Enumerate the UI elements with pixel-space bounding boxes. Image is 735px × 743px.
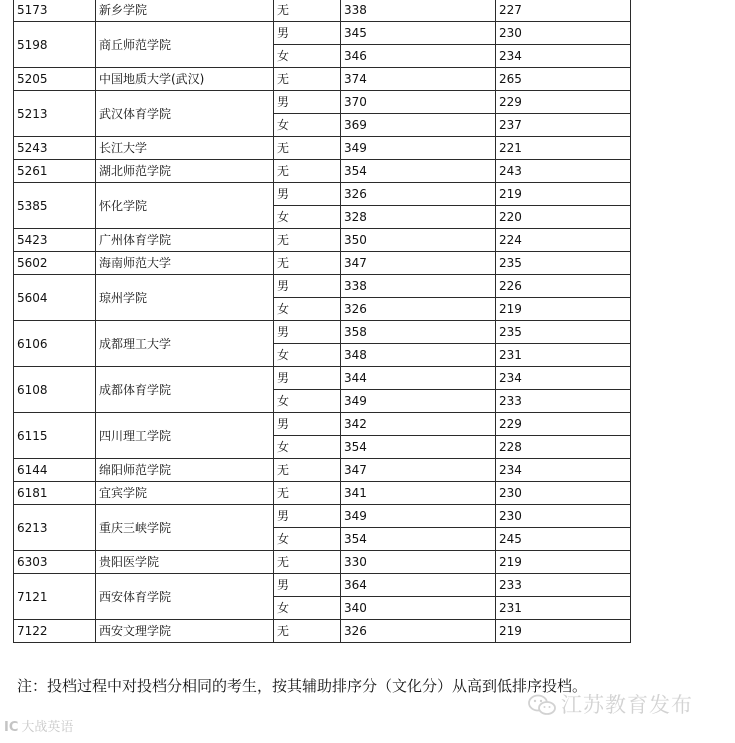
filing-score-cell: 330 — [341, 551, 496, 574]
gender-cell: 女 — [274, 298, 341, 321]
auxiliary-score-cell: 224 — [496, 229, 631, 252]
auxiliary-score-cell: 234 — [496, 459, 631, 482]
filing-score-cell: 364 — [341, 574, 496, 597]
auxiliary-score-cell: 235 — [496, 252, 631, 275]
filing-score-cell: 349 — [341, 137, 496, 160]
auxiliary-score-cell: 219 — [496, 620, 631, 643]
table-row — [14, 68, 631, 91]
school-code-cell: 5243 — [14, 137, 96, 160]
gender-cell: 女 — [274, 390, 341, 413]
gender-cell: 男 — [274, 321, 341, 344]
auxiliary-score-cell: 220 — [496, 206, 631, 229]
gender-cell: 女 — [274, 528, 341, 551]
school-code-cell: 6181 — [14, 482, 96, 505]
school-name-cell: 四川理工学院 — [96, 413, 274, 459]
auxiliary-score-cell: 219 — [496, 183, 631, 206]
table-row — [14, 275, 631, 298]
table-row — [14, 574, 631, 597]
gender-cell: 无 — [274, 459, 341, 482]
school-name-cell: 武汉体育学院 — [96, 91, 274, 137]
gender-cell: 无 — [274, 137, 341, 160]
table-row — [14, 505, 631, 528]
school-name-cell: 西安文理学院 — [96, 620, 274, 643]
auxiliary-score-cell: 245 — [496, 528, 631, 551]
school-name-cell: 长江大学 — [96, 137, 274, 160]
school-name-cell: 重庆三峡学院 — [96, 505, 274, 551]
gender-cell: 女 — [274, 344, 341, 367]
gender-cell: 女 — [274, 45, 341, 68]
school-code-cell: 6115 — [14, 413, 96, 459]
filing-score-cell: 347 — [341, 459, 496, 482]
auxiliary-score-cell: 226 — [496, 275, 631, 298]
gender-cell: 无 — [274, 620, 341, 643]
auxiliary-score-cell: 227 — [496, 0, 631, 22]
gender-cell: 无 — [274, 68, 341, 91]
filing-score-cell: 340 — [341, 597, 496, 620]
school-code-cell: 5385 — [14, 183, 96, 229]
gender-cell: 无 — [274, 482, 341, 505]
school-name-cell: 绵阳师范学院 — [96, 459, 274, 482]
school-code-cell: 5423 — [14, 229, 96, 252]
table-row — [14, 620, 631, 643]
gender-cell: 女 — [274, 114, 341, 137]
table-row — [14, 0, 631, 22]
wechat-icon — [527, 694, 557, 716]
gender-cell: 男 — [274, 22, 341, 45]
table-row — [14, 91, 631, 114]
watermark-left-text: 大战英语 — [21, 720, 74, 735]
filing-score-cell: 349 — [341, 390, 496, 413]
school-name-cell: 琼州学院 — [96, 275, 274, 321]
gender-cell: 女 — [274, 206, 341, 229]
auxiliary-score-cell: 233 — [496, 390, 631, 413]
gender-cell: 男 — [274, 574, 341, 597]
score-table-body — [14, 0, 631, 643]
school-name-cell: 海南师范大学 — [96, 252, 274, 275]
auxiliary-score-cell: 221 — [496, 137, 631, 160]
table-row — [14, 183, 631, 206]
filing-score-cell: 369 — [341, 114, 496, 137]
filing-score-cell: 347 — [341, 252, 496, 275]
auxiliary-score-cell: 237 — [496, 114, 631, 137]
school-name-cell: 中国地质大学(武汉) — [96, 68, 274, 91]
filing-score-cell: 338 — [341, 0, 496, 22]
school-name-cell: 成都理工大学 — [96, 321, 274, 367]
auxiliary-score-cell: 243 — [496, 160, 631, 183]
filing-score-cell: 345 — [341, 22, 496, 45]
table-row — [14, 551, 631, 574]
gender-cell: 无 — [274, 160, 341, 183]
table-row — [14, 321, 631, 344]
auxiliary-score-cell: 230 — [496, 505, 631, 528]
gender-cell: 无 — [274, 252, 341, 275]
school-code-cell: 6303 — [14, 551, 96, 574]
filing-score-cell: 326 — [341, 620, 496, 643]
filing-score-cell: 348 — [341, 344, 496, 367]
school-code-cell: 6108 — [14, 367, 96, 413]
filing-score-cell: 326 — [341, 183, 496, 206]
school-code-cell: 6106 — [14, 321, 96, 367]
school-name-cell: 广州体育学院 — [96, 229, 274, 252]
auxiliary-score-cell: 231 — [496, 597, 631, 620]
school-code-cell: 6213 — [14, 505, 96, 551]
gender-cell: 无 — [274, 0, 341, 22]
table-row — [14, 22, 631, 45]
auxiliary-score-cell: 229 — [496, 413, 631, 436]
table-row — [14, 459, 631, 482]
auxiliary-score-cell: 230 — [496, 482, 631, 505]
school-code-cell: 5205 — [14, 68, 96, 91]
table-row — [14, 482, 631, 505]
filing-score-cell: 349 — [341, 505, 496, 528]
filing-score-cell: 346 — [341, 45, 496, 68]
school-code-cell: 5604 — [14, 275, 96, 321]
school-code-cell: 5602 — [14, 252, 96, 275]
gender-cell: 男 — [274, 183, 341, 206]
watermark-logo-icon: IC — [4, 720, 19, 735]
filing-score-cell: 342 — [341, 413, 496, 436]
school-name-cell: 怀化学院 — [96, 183, 274, 229]
school-code-cell: 5173 — [14, 0, 96, 22]
auxiliary-score-cell: 265 — [496, 68, 631, 91]
admission-score-table — [13, 0, 631, 643]
table-row — [14, 367, 631, 390]
auxiliary-score-cell: 231 — [496, 344, 631, 367]
watermark-left — [4, 719, 73, 737]
school-name-cell: 商丘师范学院 — [96, 22, 274, 68]
filing-score-cell: 350 — [341, 229, 496, 252]
gender-cell: 男 — [274, 505, 341, 528]
filing-score-cell: 338 — [341, 275, 496, 298]
school-name-cell: 成都体育学院 — [96, 367, 274, 413]
gender-cell: 女 — [274, 436, 341, 459]
auxiliary-score-cell: 219 — [496, 551, 631, 574]
gender-cell: 女 — [274, 597, 341, 620]
school-code-cell: 6144 — [14, 459, 96, 482]
gender-cell: 男 — [274, 275, 341, 298]
auxiliary-score-cell: 234 — [496, 45, 631, 68]
filing-score-cell: 341 — [341, 482, 496, 505]
auxiliary-score-cell: 229 — [496, 91, 631, 114]
school-code-cell: 5213 — [14, 91, 96, 137]
school-name-cell: 西安体育学院 — [96, 574, 274, 620]
filing-score-cell: 370 — [341, 91, 496, 114]
gender-cell: 男 — [274, 413, 341, 436]
filing-score-cell: 358 — [341, 321, 496, 344]
filing-score-cell: 354 — [341, 436, 496, 459]
school-name-cell: 贵阳医学院 — [96, 551, 274, 574]
watermark-right-text: 江苏教育发布 — [561, 693, 693, 717]
table-row — [14, 160, 631, 183]
gender-cell: 无 — [274, 551, 341, 574]
school-code-cell: 5198 — [14, 22, 96, 68]
filing-score-cell: 354 — [341, 160, 496, 183]
table-row — [14, 252, 631, 275]
auxiliary-score-cell: 228 — [496, 436, 631, 459]
gender-cell: 无 — [274, 229, 341, 252]
filing-score-cell: 374 — [341, 68, 496, 91]
gender-cell: 男 — [274, 367, 341, 390]
auxiliary-score-cell: 219 — [496, 298, 631, 321]
gender-cell: 男 — [274, 91, 341, 114]
school-code-cell: 7122 — [14, 620, 96, 643]
filing-score-cell: 354 — [341, 528, 496, 551]
school-name-cell: 湖北师范学院 — [96, 160, 274, 183]
filing-score-cell: 344 — [341, 367, 496, 390]
school-name-cell: 新乡学院 — [96, 0, 274, 22]
school-code-cell: 5261 — [14, 160, 96, 183]
auxiliary-score-cell: 233 — [496, 574, 631, 597]
auxiliary-score-cell: 230 — [496, 22, 631, 45]
footnote-text: 注：投档过程中对投档分相同的考生，按其辅助排序分（文化分）从高到低排序投档。 — [17, 677, 588, 695]
watermark-right — [527, 691, 693, 719]
table-row — [14, 229, 631, 252]
school-code-cell: 7121 — [14, 574, 96, 620]
school-name-cell: 宜宾学院 — [96, 482, 274, 505]
table-row — [14, 137, 631, 160]
auxiliary-score-cell: 235 — [496, 321, 631, 344]
filing-score-cell: 326 — [341, 298, 496, 321]
filing-score-cell: 328 — [341, 206, 496, 229]
table-row — [14, 413, 631, 436]
auxiliary-score-cell: 234 — [496, 367, 631, 390]
